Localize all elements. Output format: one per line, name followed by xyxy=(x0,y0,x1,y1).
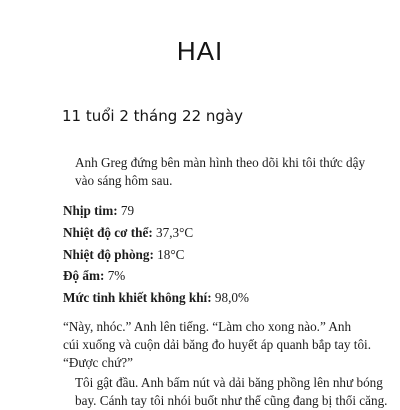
stat-label: Nhiệt độ phòng: xyxy=(63,246,154,262)
stat-value: 18°C xyxy=(153,246,185,262)
paragraph-line: “Này, nhóc.” Anh lên tiếng. “Làm cho xong nào.” Anh xyxy=(63,319,352,334)
stat-humidity xyxy=(63,265,363,287)
stat-room-temperature xyxy=(63,244,363,266)
paragraph-line: Tôi gật đầu. Anh bấm nút và dải băng phồng lên như bóng xyxy=(75,375,383,390)
chapter-subtitle: 11 tuổi 2 tháng 22 ngày xyxy=(62,107,243,125)
paragraph-line: Anh Greg đứng bên màn hình theo dõi khi tôi thức dậy xyxy=(75,155,366,170)
stat-label: Độ ẩm: xyxy=(63,268,105,284)
paragraph-closing xyxy=(63,374,388,410)
stat-label: Nhịp tim: xyxy=(63,203,118,218)
stat-air-purity xyxy=(63,287,363,309)
paragraph-dialogue xyxy=(63,318,372,372)
stat-body-temperature xyxy=(63,222,363,244)
stat-label: Nhiệt độ cơ thể: xyxy=(63,224,153,240)
chapter-title: HAI xyxy=(176,36,224,66)
paragraph-line: bay. Cánh tay tôi nhói buốt như thể cũng đang bị thổi căng. xyxy=(75,393,388,408)
stat-heart-rate xyxy=(63,200,363,222)
paragraph-line: cúi xuống và cuộn dải băng đo huyết áp quanh bắp tay tôi. xyxy=(63,337,372,352)
paragraph-line: “Được chứ?” xyxy=(63,355,133,370)
stat-value: 37,3°C xyxy=(152,224,194,240)
vital-stats-list xyxy=(63,200,363,309)
stat-value: 98,0% xyxy=(211,290,249,306)
stat-label: Mức tinh khiết không khí: xyxy=(63,290,212,306)
paragraph-opening xyxy=(63,154,366,190)
stat-value: 79 xyxy=(117,203,135,218)
stat-value: 7% xyxy=(104,268,126,284)
paragraph-line: vào sáng hôm sau. xyxy=(75,173,173,188)
